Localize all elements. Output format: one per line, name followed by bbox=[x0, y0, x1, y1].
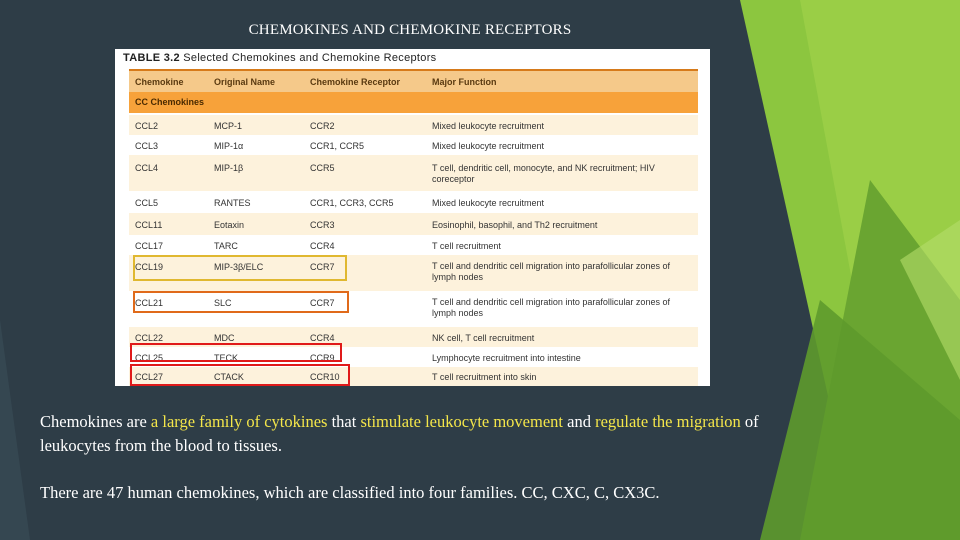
section-cc-chemokines: CC Chemokines bbox=[129, 92, 698, 113]
table-row: CCL11 Eotaxin CCR3 Eosinophil, basophil, and Th2 recruitment bbox=[129, 213, 698, 235]
table-row: CCL3 MIP-1α CCR1, CCR5 Mixed leukocyte recruitment bbox=[129, 135, 698, 155]
highlight-box-ccl19 bbox=[133, 255, 347, 281]
header-receptor: Chemokine Receptor bbox=[310, 77, 401, 87]
header-original-name: Original Name bbox=[214, 77, 276, 87]
table-row: CCL19 MIP-3β/ELC CCR7 T cell and dendritic cell migration into parafollicular zones of lymph nodes bbox=[129, 255, 698, 291]
table-row: CCL4 MIP-1β CCR5 T cell, dendritic cell, monocyte, and NK recruitment; HIV coreceptor bbox=[129, 155, 698, 191]
table-row: CCL21 SLC CCR7 T cell and dendritic cell migration into parafollicular zones of lymph nodes bbox=[129, 291, 698, 327]
table-header bbox=[129, 69, 698, 94]
table-row: CCL2 MCP-1 CCR2 Mixed leukocyte recruitment bbox=[129, 115, 698, 135]
chemokine-table-image bbox=[115, 49, 710, 386]
highlight-box-ccl21 bbox=[133, 291, 349, 313]
table-row: CCL25 TECK CCR9 Lymphocyte recruitment into intestine bbox=[129, 347, 698, 367]
table-row: CCL17 TARC CCR4 T cell recruitment bbox=[129, 235, 698, 255]
highlight-box-ccl25 bbox=[130, 343, 342, 362]
header-function: Major Function bbox=[432, 77, 497, 87]
description-paragraph: Chemokines are a large family of cytokines that stimulate leukocyte movement and regulate the migration of leukocytes from the blood to tissues. bbox=[40, 412, 759, 455]
table-row: CCL22 MDC CCR4 NK cell, T cell recruitment bbox=[129, 327, 698, 347]
table-row: CCL5 RANTES CCR1, CCR3, CCR5 Mixed leukocyte recruitment bbox=[129, 191, 698, 213]
header-chemokine: Chemokine bbox=[135, 77, 184, 87]
highlight-box-ccl27 bbox=[130, 364, 350, 386]
slide-title: CHEMOKINES AND CHEMOKINE RECEPTORS bbox=[248, 22, 572, 38]
table-row: CCL27 CTACK CCR10 T cell recruitment into skin bbox=[129, 367, 698, 386]
families-paragraph: There are 47 human chemokines, which are classified into four families. CC, CXC, C, CX3C. bbox=[40, 483, 660, 502]
table-caption: TABLE 3.2 Selected Chemokines and Chemokine Receptors bbox=[123, 52, 437, 64]
